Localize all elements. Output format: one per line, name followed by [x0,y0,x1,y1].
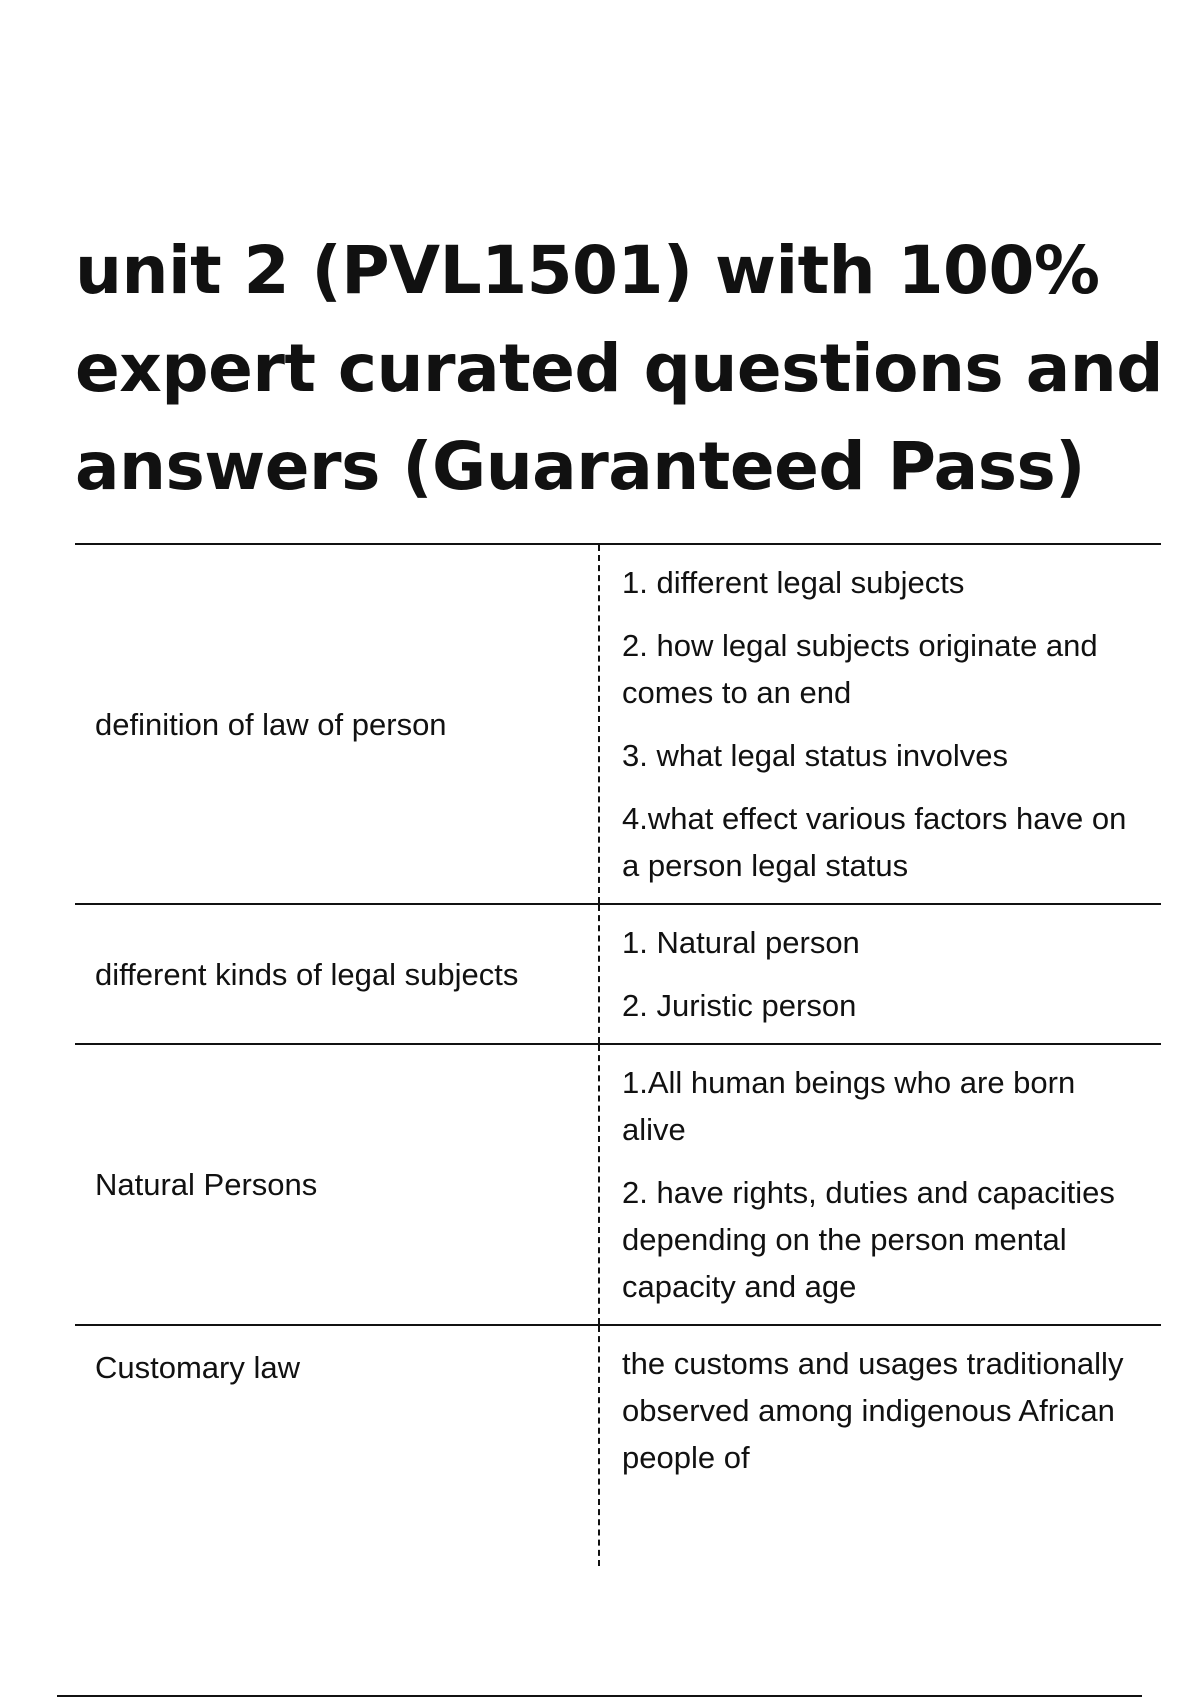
definition-item: 2. Juristic person [622,988,857,1023]
term-cell [75,545,600,903]
table-row [75,1324,1161,1566]
footer-divider [57,1695,1142,1697]
term-text: Customary law [95,1350,300,1385]
term-text: definition of law of person [95,706,447,742]
definition-item: 1. Natural person [622,925,860,960]
definition-item: 2. how legal subjects originate and comes to an end [622,628,1098,710]
flashcard-table [75,543,1161,1566]
table-row [75,1043,1161,1324]
definition-item: the customs and usages traditionally observed among indigenous African people of [622,1346,1124,1475]
definition-item: 1. different legal subjects [622,565,965,600]
definition-cell [600,545,1161,903]
definition-item: 4.what effect various factors have on a person legal status [622,801,1127,883]
term-text: different kinds of legal subjects [95,956,519,992]
table-row [75,903,1161,1043]
definition-item: 2. have rights, duties and capacities depending on the person mental capacity and age [622,1175,1115,1304]
term-cell [75,1326,600,1566]
definition-cell [600,1326,1161,1566]
term-text: Natural Persons [95,1167,318,1202]
term-cell [75,905,600,1043]
definition-item: 3. what legal status involves [622,738,1008,773]
table-row [75,543,1161,903]
definition-cell [600,905,1161,1043]
definition-item: 1.All human beings who are born alive [622,1065,1076,1147]
term-cell [75,1045,600,1324]
document-title: unit 2 (PVL1501) with 100% expert curated questions and answers (Guaranteed Pass) [75,232,1163,505]
definition-cell [600,1045,1161,1324]
